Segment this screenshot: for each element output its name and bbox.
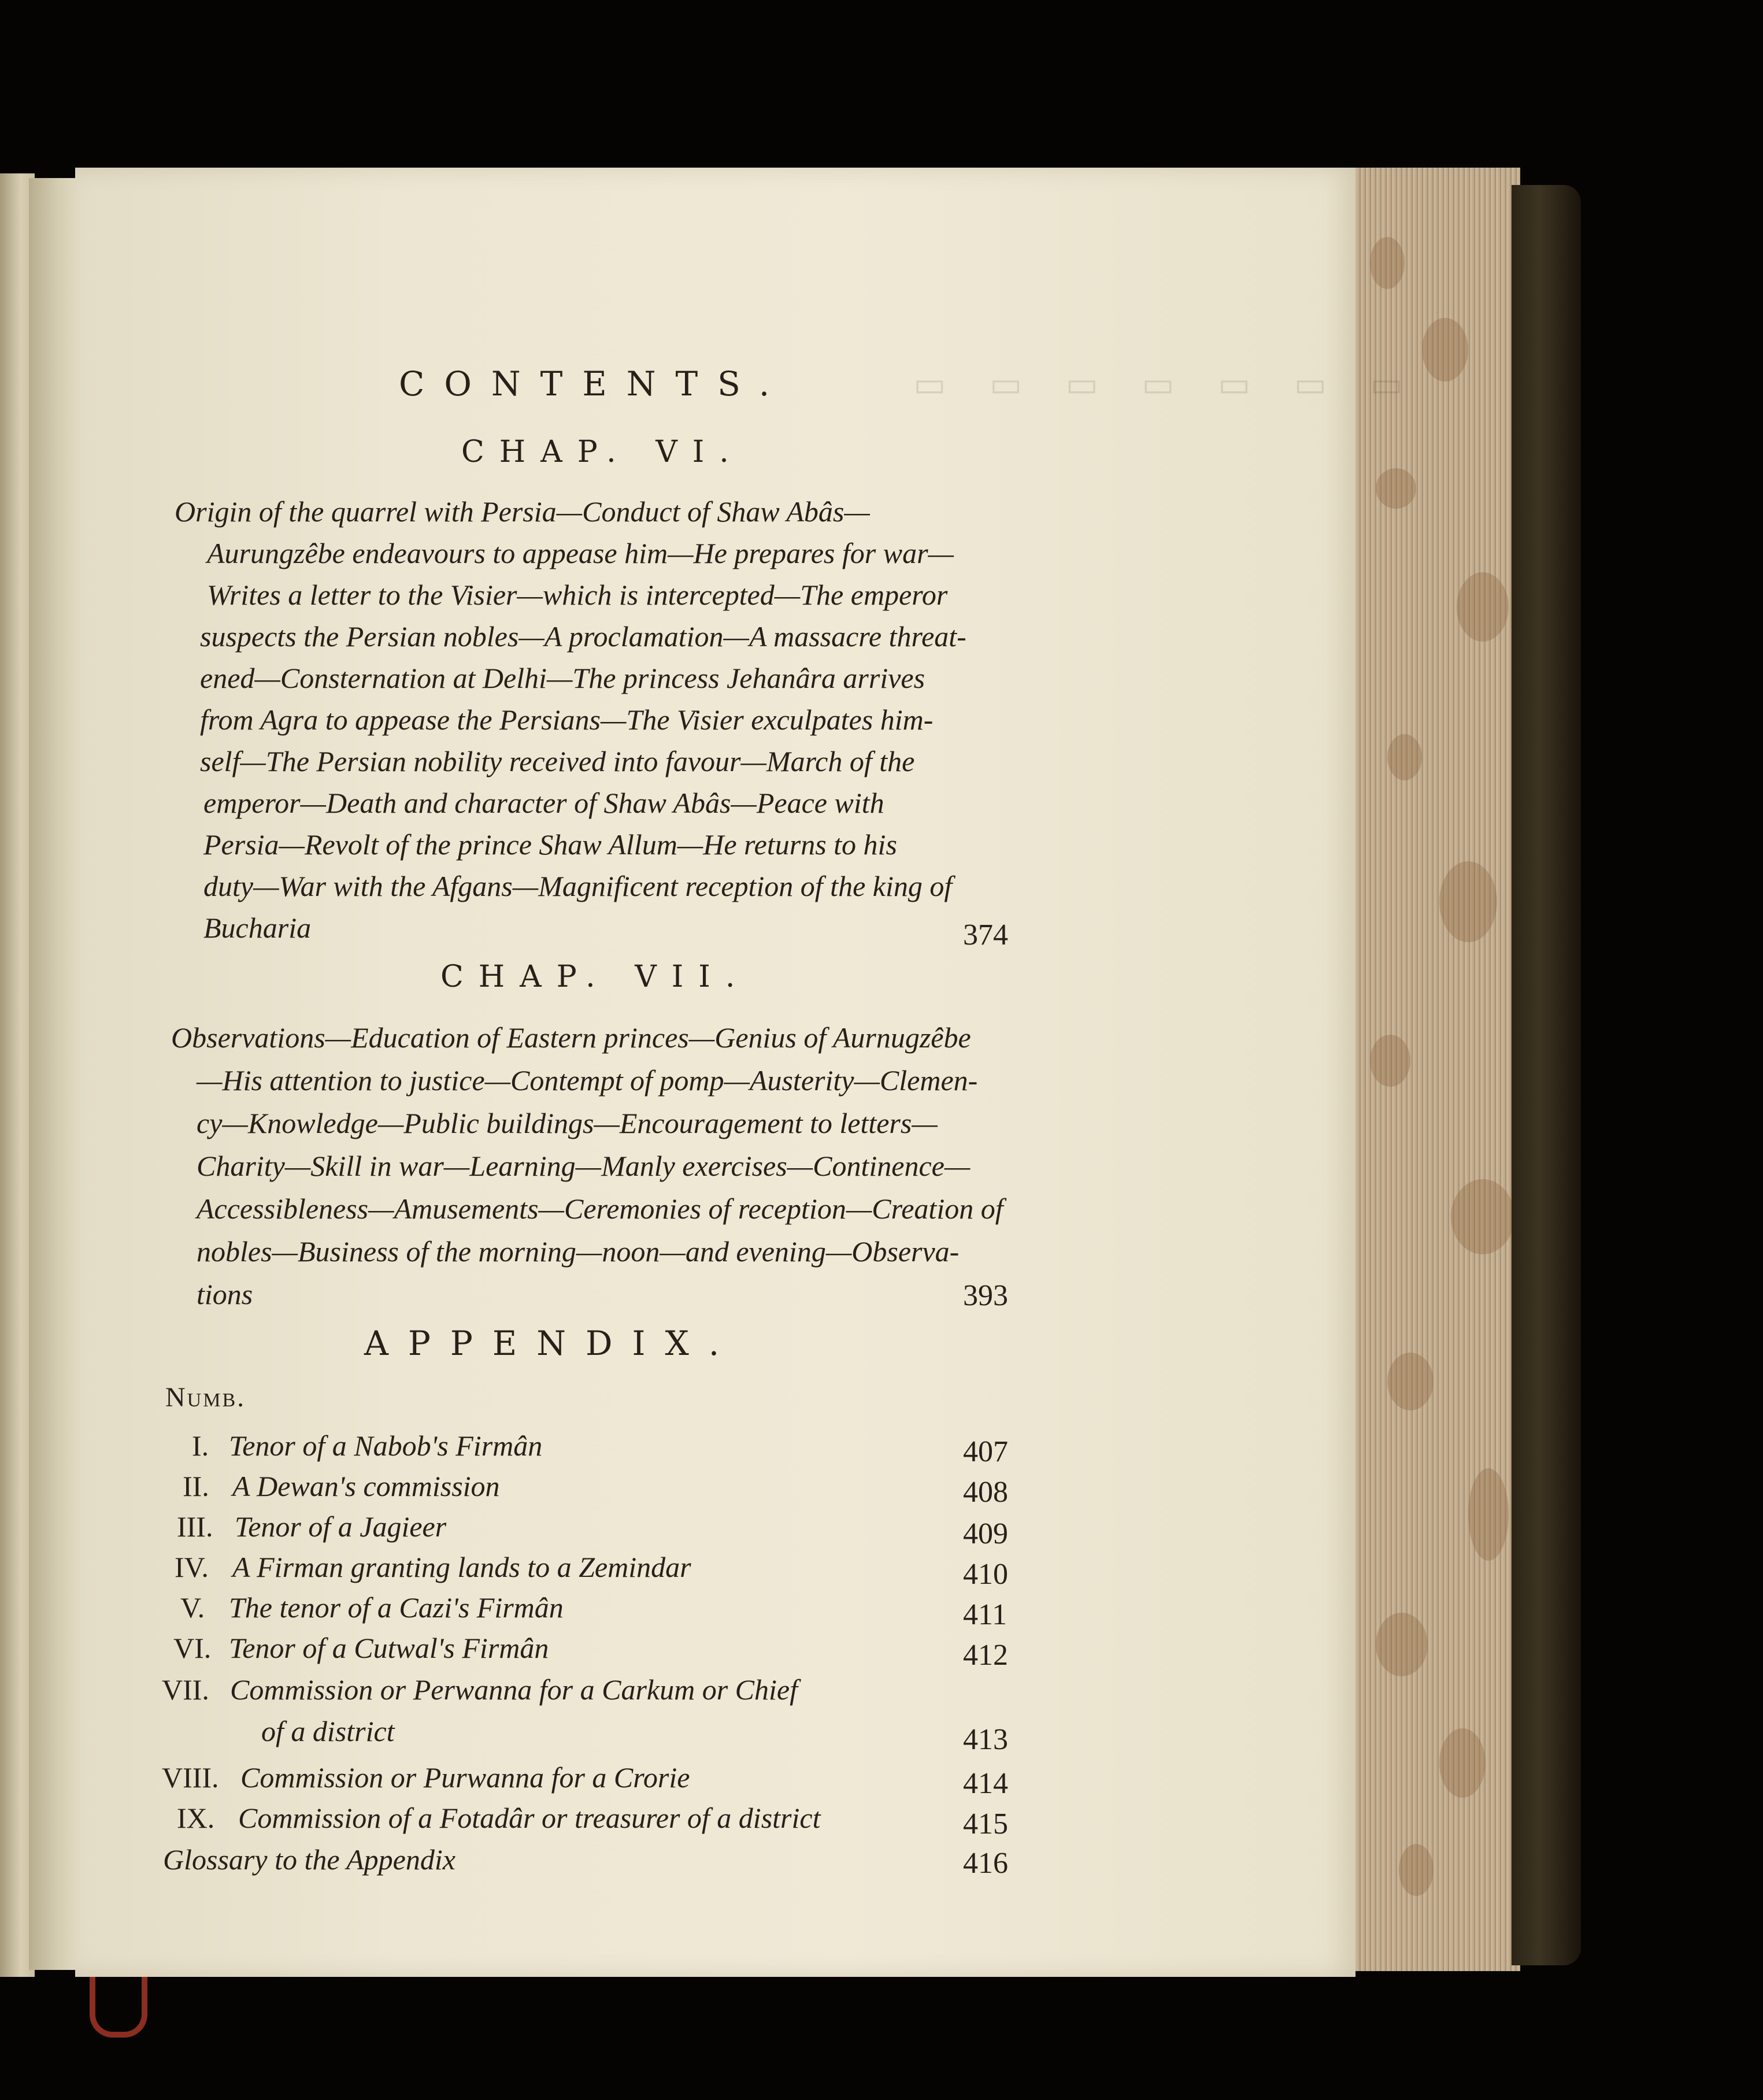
appendix-entry-title: Commission or Purwanna for a Crorie [240,1761,690,1794]
chapter-summary-line: ened—Consternation at Delhi—The princess Jehanâra arrives [200,662,925,694]
appendix-entry-title: Tenor of a Cutwal's Firmân [229,1632,549,1664]
chapter-summary-line: tions [197,1278,253,1310]
chapter-summary-line: Observations—Education of Eastern princes—Genius of Aurnugzêbe [171,1021,971,1054]
page-number: 393 [963,1279,1008,1312]
chapter-summary-line: duty—War with the Afgans—Magnificent reception of the king of [203,870,953,902]
appendix-entry-title: The tenor of a Cazi's Firmân [229,1591,564,1624]
chapter-summary-line: —His attention to justice—Contempt of pomp—Austerity—Clemen- [197,1064,978,1097]
page-number: 410 [963,1558,1008,1591]
book-cover-edge [1512,185,1581,1965]
appendix-entry-title: Commission of a Fotadâr or treasurer of a district [238,1802,821,1834]
page-number: 407 [963,1435,1008,1468]
page-number: 374 [963,918,1008,951]
chapter-summary-line: Accessibleness—Amusements—Ceremonies of reception—Creation of [197,1192,1003,1225]
appendix-entry-title: A Firman granting lands to a Zemindar [232,1551,691,1583]
page-number: 416 [963,1847,1008,1880]
foxing-spot [1370,1035,1410,1087]
appendix-number: IV. [175,1551,209,1583]
appendix-number: I. [192,1429,209,1462]
page-number: 414 [963,1767,1008,1800]
appendix-number: II. [183,1470,209,1502]
foxing-spot [1468,1468,1509,1561]
appendix-entry-title: Tenor of a Jagieer [235,1510,447,1543]
foxing-spot [1439,861,1497,942]
foxing-spot [1457,572,1509,642]
page-number: 415 [963,1808,1008,1840]
foxing-spot [1387,734,1422,780]
foxing-spot [1422,318,1468,382]
foxing-spot [1451,1179,1514,1254]
foxing-spot [1387,1353,1434,1410]
chapter-summary-line: self—The Persian nobility received into favour—March of the [200,745,915,777]
chapter-title: CHAP. VI. [461,435,744,469]
chapter-summary-line: emperor—Death and character of Shaw Abâs—Peace with [203,787,884,819]
appendix-entry-title: A Dewan's commission [232,1470,500,1502]
page-number: 412 [963,1639,1008,1672]
appendix-number: VII. [162,1673,209,1706]
appendix-entry-continuation: of a district [261,1715,395,1747]
foxing-spot [1439,1728,1486,1798]
appendix-number: VI. [173,1632,212,1664]
chapter-title: CHAP. VII. [440,960,750,994]
chapter-summary-line: suspects the Persian nobles—A proclamation—A massacre threat- [200,620,966,653]
foxing-spot [1370,237,1405,289]
appendix-number: IX. [177,1802,215,1834]
bookmark-ribbon [90,1968,147,2038]
page-number: 409 [963,1517,1008,1550]
appendix-entry-title: Commission or Perwanna for a Carkum or Chief [230,1673,798,1706]
chapter-summary-line: Charity—Skill in war—Learning—Manly exercises—Continence— [197,1150,971,1182]
chapter-summary-line: Origin of the quarrel with Persia—Conduct of Shaw Abâs— [175,495,870,528]
chapter-summary-line: nobles—Business of the morning—noon—and evening—Observa- [197,1235,960,1268]
chapter-summary-line: from Agra to appease the Persians—The Visier exculpates him- [200,703,934,736]
contents-page [75,168,1420,1977]
glossary-entry-title: Glossary to the Appendix [163,1843,455,1876]
page-number: 408 [963,1476,1008,1509]
chapter-summary-line: Aurungzêbe endeavours to appease him—He prepares for war— [207,537,954,569]
appendix-number: V. [180,1591,205,1624]
chapter-summary-line: Writes a letter to the Visier—which is intercepted—The emperor [207,579,948,611]
chapter-summary-line: Bucharia [203,912,312,944]
page-block-fore-edge [1353,168,1520,1971]
foxing-spot [1399,1844,1434,1896]
appendix-heading: APPENDIX. [364,1324,739,1363]
foxing-spot [1376,468,1416,509]
numb-label: Numb. [165,1382,246,1413]
page-number: 413 [963,1723,1008,1756]
chapter-summary-line: cy—Knowledge—Public buildings—Encouragement to letters— [197,1107,938,1139]
page-heading: CONTENTS. [399,364,790,403]
chapter-summary-line: Persia—Revolt of the prince Shaw Allum—He returns to his [203,828,897,861]
foxing-spot [1376,1613,1428,1676]
page-number: 411 [963,1598,1008,1631]
show-through-heading: ▭ ▭ ▭ ▭ ▭ ▭ ▭ [913,365,1420,403]
appendix-number: VIII. [162,1761,219,1794]
appendix-number: III. [177,1510,213,1543]
appendix-entry-title: Tenor of a Nabob's Firmân [229,1429,543,1462]
